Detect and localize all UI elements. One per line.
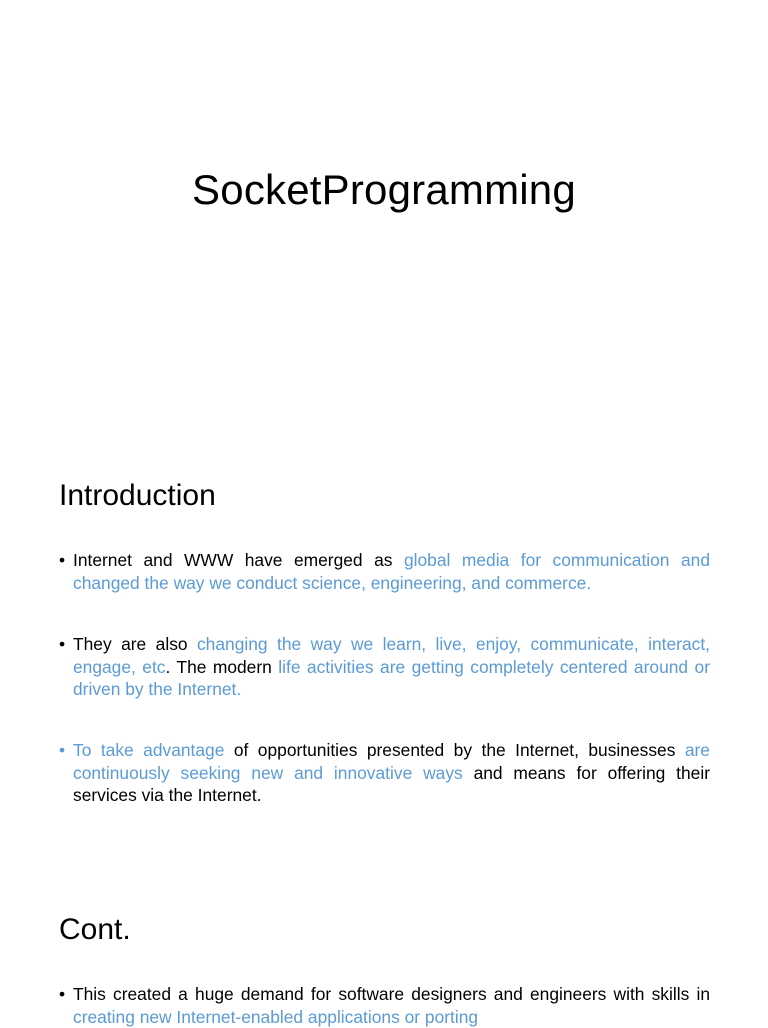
highlight-run: changing the way we learn, live, enjoy, communicate, interact, engage, etc [73,634,710,677]
text-run: Internet and WWW have emerged as [73,550,404,570]
text-run: They are also [73,634,197,654]
highlight-run: are continuously seeking new and innovative ways [73,740,710,783]
text-run: of opportunities presented by the Internet, businesses [224,740,685,760]
highlight-run: creating new Internet-enabled applications or porting [73,1006,479,1027]
bullet-text [73,633,710,701]
highlight-run: To take advantage [73,740,225,760]
bullet-dot: • [59,550,66,570]
text-run: . The modern [165,656,279,677]
highlight-run: global media for communication and changed the way we conduct science, engineering, and commerce. [73,550,710,593]
text-run: This created a huge demand for software designers and engineers with skills in [73,984,710,1004]
intro-bullet-1 [59,549,710,594]
bullet-dot: • [59,740,66,760]
intro-bullet-3 [59,739,710,807]
bullet-text [73,549,710,594]
slide-title: SocketProgramming [192,166,576,213]
bullet-text [73,983,710,1028]
cont-heading: Cont. [59,913,131,946]
cont-bullet-1 [59,983,710,1028]
bullet-dot: • [59,634,66,654]
text-run: and means for offering their services via the Internet. [73,762,710,806]
bullet-dot: • [59,984,66,1004]
intro-bullet-2 [59,633,710,701]
bullet-text [73,739,710,807]
highlight-run: life activities are getting completely centered around or driven by the Internet. [73,656,710,700]
intro-heading: Introduction [59,479,216,512]
